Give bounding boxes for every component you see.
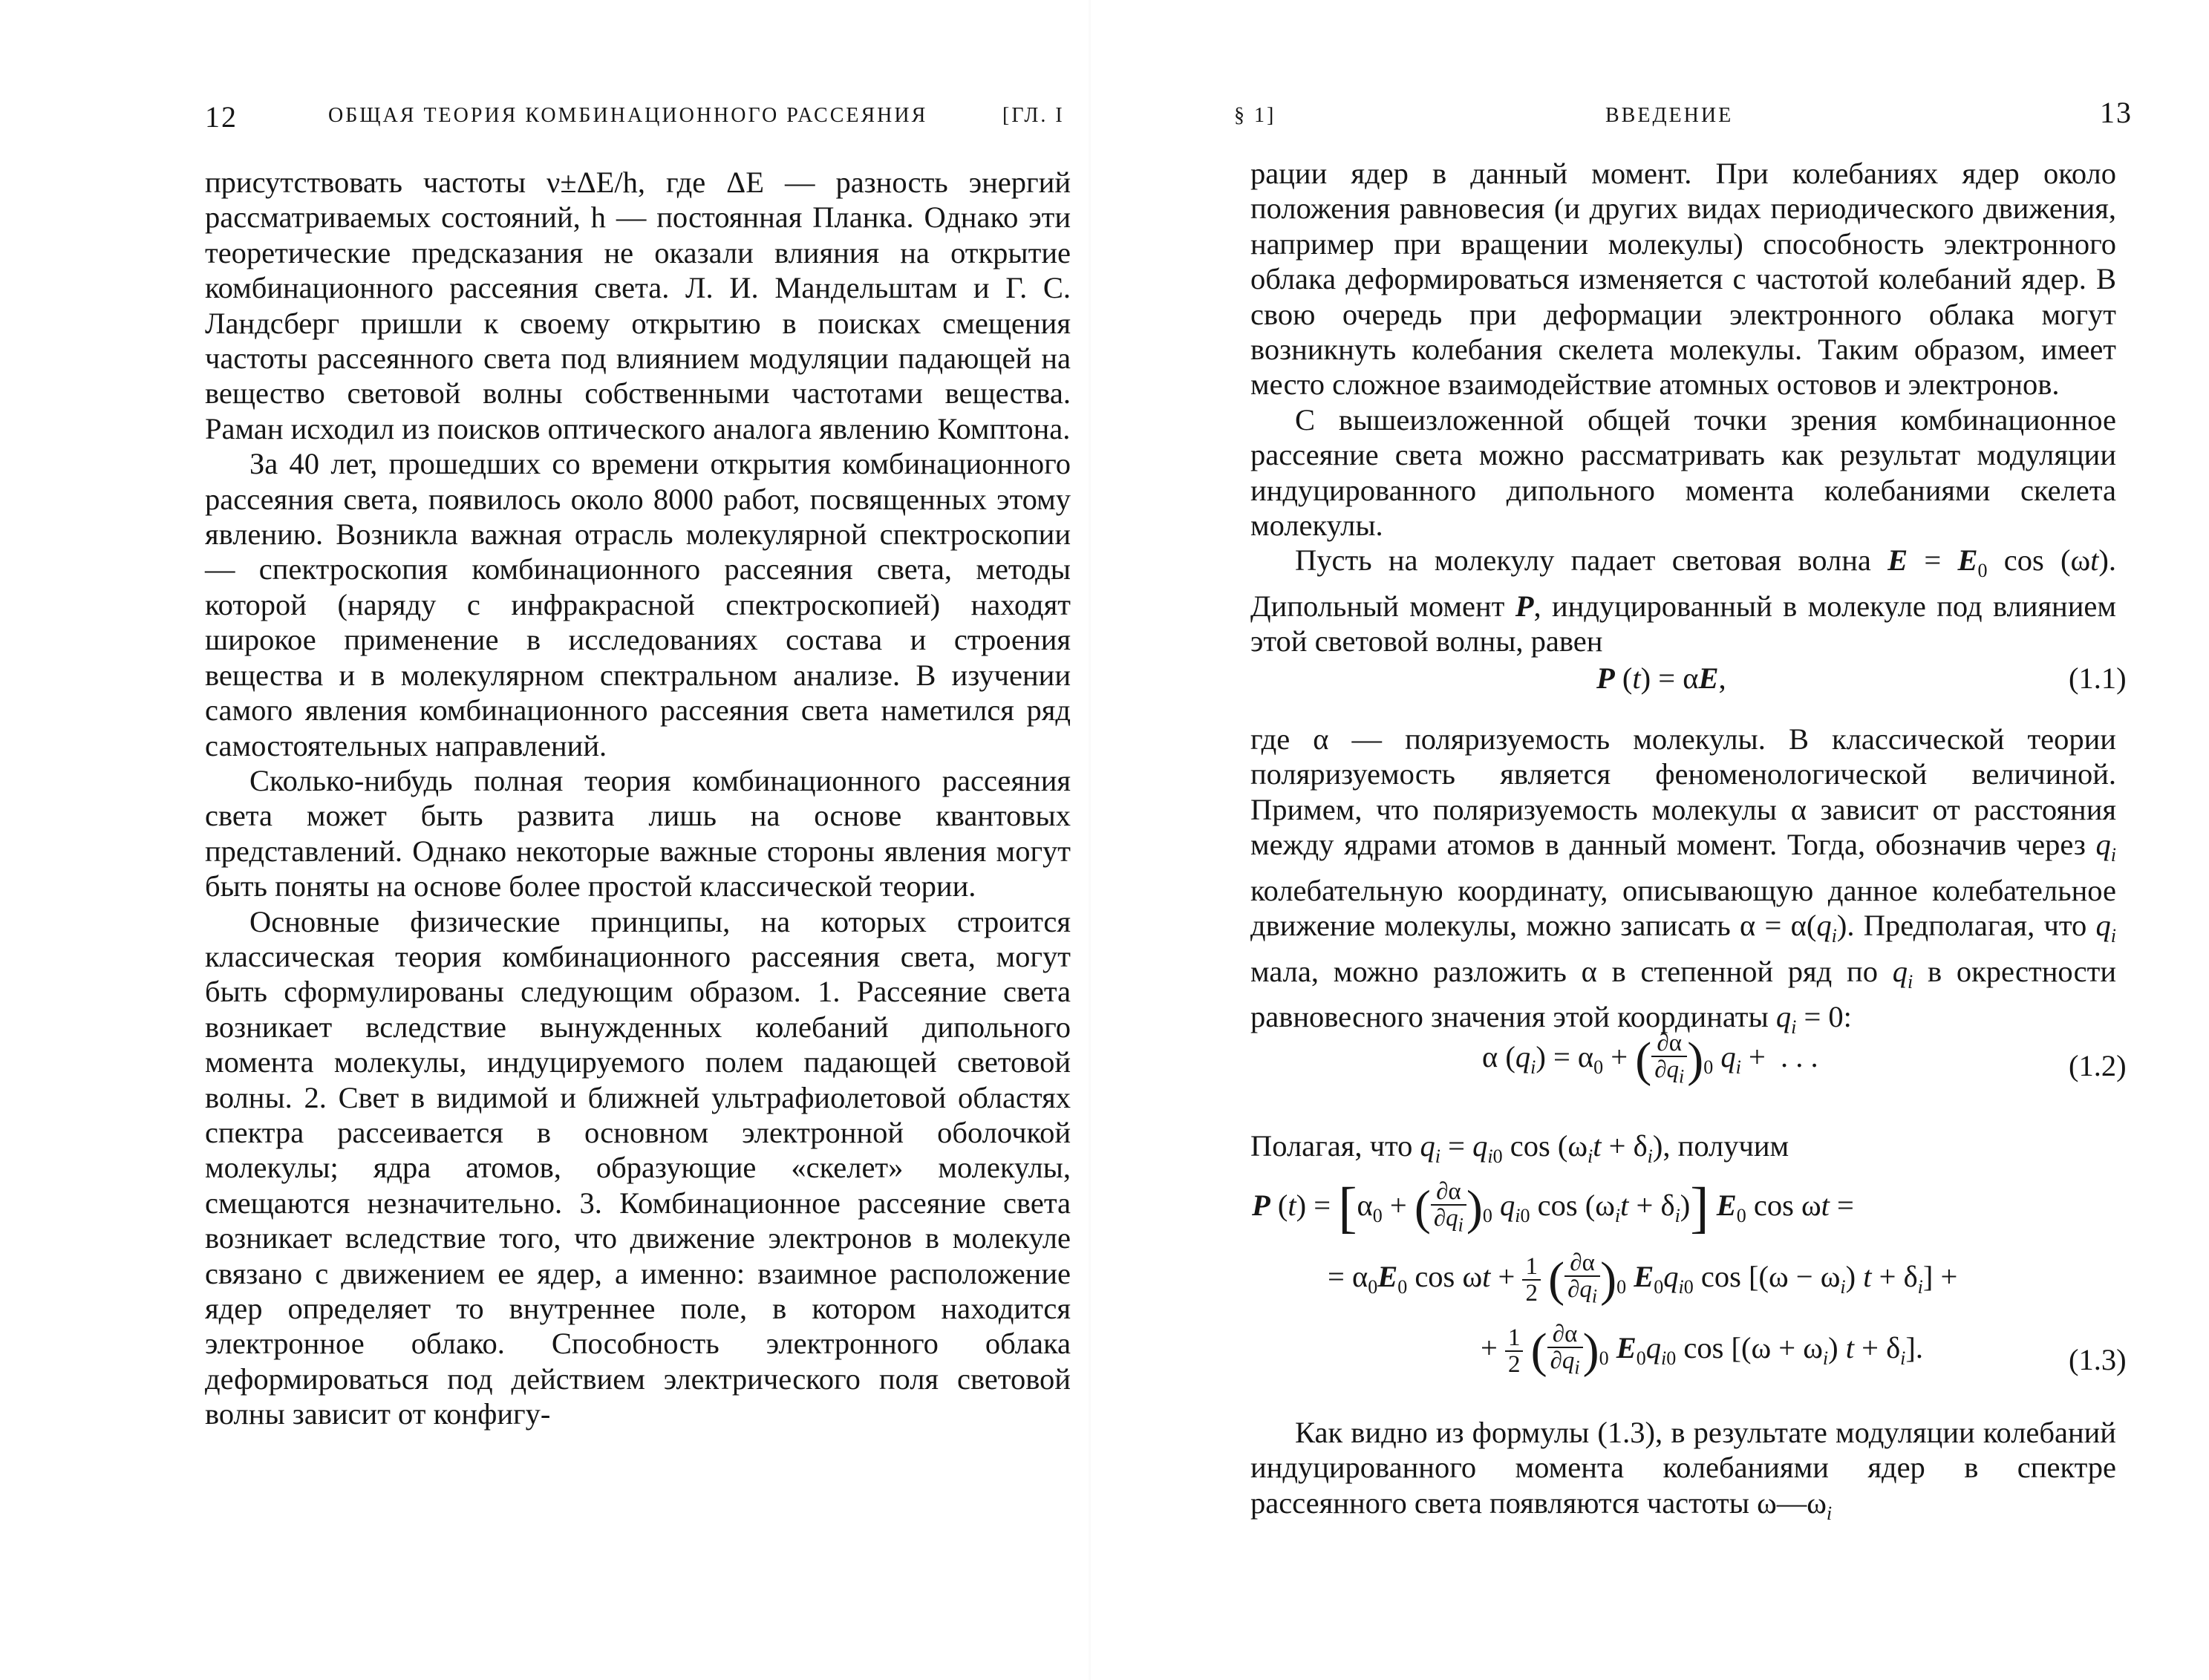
equation-1-3-line-3: + $\frac{1}{2}$ ( $\frac{\partial\alpha}{\partial q_i}$ )$_0$ $E_0q_{i0}$ $\cos [(\omega + \omega_i)$ $t + \delta_i$].	[1481, 1321, 1924, 1379]
equation-1-1: P (t) = αE,	[1596, 661, 1726, 695]
left-paragraph-1: присутствовать частоты ν±ΔE/h, где ΔE — разность энергий рассматриваемых состояний, h — постоянная Планка. Однако эти теоретические предсказания не оказали влияния на открытие комбинационного рассеяния света. Л. И. Мандельштам и Г. С. Ландсберг пришли к своему открытию в поисках смещения частоты рассеянного света под влиянием модуляции падающей на вещество световой волны собственными частотами вещества. Раман исходил из поисков оптического аналога явлению Комптона.	[205, 166, 1071, 445]
equation-1-1-number: (1.1)	[2069, 661, 2127, 695]
right-body-text-top	[1250, 156, 2116, 659]
right-paragraph-5: Полагая, что $q_i = q_{i0}$ $\cos (\omega_it + \delta_i)$, получим	[1250, 1129, 1789, 1168]
right-paragraph-4: где α — поляризуемость молекулы. В классической теории поляризуемость является феноменологической величиной. Примем, что поляризуемость молекулы α зависит от расстояния между ядрами атомов в данный момент. Тогда, обозначив через $q_i$ колебательную координату, описывающую данное колебательное движение молекулы, можно записать $\alpha = \alpha(q_i)$. Предполагая, что $q_i$ мала, можно разложить α в степенной ряд по $q_i$ в окрестности равновесного значения этой координаты $q_i = 0$:	[1250, 722, 2117, 1039]
left-paragraph-2: За 40 лет, прошедших со времени открытия комбинационного рассеяния света, появилось около 8000 работ, посвященных этому явлению. Возникла важная отрасль молекулярной спектроскопии — спектроскопия комбинационного рассеяния света, методы которой (наряду с инфракрасной спектроскопией) находят широкое применение в исследованиях состава и строения вещества и в молекулярном спектральном анализе. В изучении самого явления комбинационного рассеяния света наметился ряд самостоятельных направлений.	[205, 447, 1071, 762]
right-running-head	[1092, 88, 2209, 132]
right-page	[1092, 0, 2209, 1680]
left-paragraph-3: Сколько-нибудь полная теория комбинационного рассеяния света может быть развита лишь на основе квантовых представлений. Однако некоторые важные стороны явления могут быть поняты на основе более простой классической теории.	[205, 763, 1071, 903]
left-running-title: ОБЩАЯ ТЕОРИЯ КОМБИНАЦИОННОГО РАССЕЯНИЯ	[328, 104, 928, 127]
left-body-text	[205, 165, 1071, 1432]
right-paragraph-3: Пусть на молекулу падает световая волна $E = E_0$ cos (ωt). Дипольный момент P, индуцированный в молекуле под влиянием этой световой волны, равен	[1250, 543, 2117, 658]
left-paragraph-4: Основные физические принципы, на которых строится классическая теория комбинационного рассеяния света, могут быть сформулированы следующим образом. 1. Рассеяние света возникает вследствие вынужденных колебаний дипольного момента молекулы, индуцируемого полем падающей световой волны. 2. Свет в видимой и ближней ультрафиолетовой областях спектра рассеивается в основном электронной оболочкой молекулы; ядра атомов, образующие «скелет» молекулы, смещаются незначительно. 3. Комбинационное рассеяние света возникает вследствие того, что движение электронов в молекуле связано с движением ее ядер, а именно: взаимное расположение ядер определяет то внутреннее поле, в котором находится электронное облако. Способность электронного облака деформироваться под действием электрического поля световой волны зависит от конфигу-	[205, 904, 1071, 1431]
equation-1-2-number: (1.2)	[2069, 1049, 2127, 1082]
equation-1-3-line-1: P $(t) = [\alpha_0$ + ( $\frac{\partial\alpha}{\partial q_i}$ )$_0$ $q_{i0}$ $\cos (\omega_it + \delta_i)$] $E_0$ cos ωt =	[1252, 1177, 1854, 1239]
right-body-text-middle	[1250, 722, 2116, 1045]
equation-1-3-line-2: = $\alpha_0E_0$ cos ωt + $\frac{1}{2}$ ( $\frac{\partial\alpha}{\partial q_i}$ )$_0$ $E_0q_{i0}$ $\cos [(\omega - \omega_i)$ $t + \delta_i$] +	[1328, 1249, 1958, 1307]
left-page-number: 12	[205, 100, 238, 134]
right-paragraph-1: рации ядер в данный момент. При колебаниях ядер около положения равновесия (и других видах периодического движения, например при вращении молекулы) способность электронного облака деформироваться изменяется с частотой колебаний ядер. В свою очередь при деформации электронного облака могут возникнуть колебания скелета молекулы. Таким образом, имеет место сложное взаимодействие атомных остовов и электронов.	[1250, 157, 2116, 402]
right-section-mark: § 1]	[1234, 104, 1276, 127]
equation-1-2: α $(q_i) = \alpha_0$ + ( $\frac{\partial\alpha}{\partial q_i}$ )$_0$ $q_i$ + . . .	[1482, 1030, 1818, 1088]
right-paragraph-2: С вышеизложенной общей точки зрения комбинационное рассеяние света можно рассматривать как результат модуляции индуцированного дипольного момента колебаниями скелета молекулы.	[1250, 402, 2116, 543]
right-body-text-bottom	[1250, 1415, 2116, 1531]
right-paragraph-6: Как видно из формулы (1.3), в результате модуляции колебаний индуцированного момента колебаниями ядер в спектре рассеянного света появляются частоты $\omega—\omega_i$	[1250, 1416, 2116, 1524]
left-chapter-mark: [ГЛ. I	[1002, 104, 1065, 127]
gutter	[1089, 0, 1091, 1680]
left-running-head	[0, 88, 1092, 132]
left-page	[0, 0, 1092, 1680]
equation-1-3-number: (1.3)	[2069, 1343, 2127, 1376]
right-page-number: 13	[2100, 96, 2133, 129]
right-running-title: ВВЕДЕНИЕ	[1605, 104, 1734, 127]
